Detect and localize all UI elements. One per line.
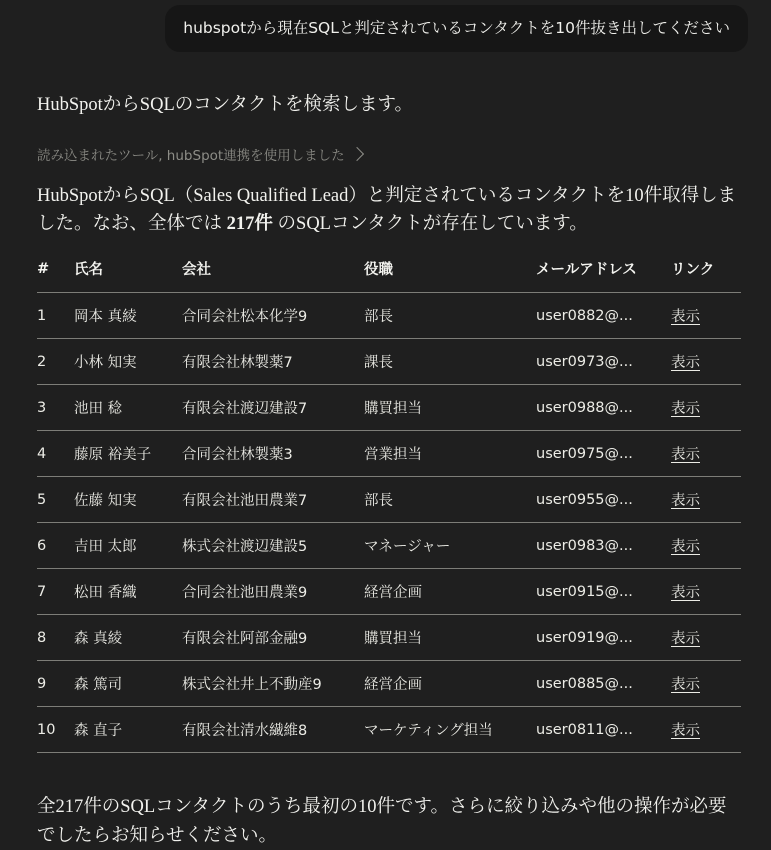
cell-email: user0882@... (536, 293, 671, 339)
cell-link (671, 293, 741, 339)
cell-email: user0955@... (536, 477, 671, 523)
column-header-index: # (37, 258, 74, 293)
cell-role: 購買担当 (364, 615, 536, 661)
cell-link (671, 385, 741, 431)
table-row (37, 569, 741, 615)
cell-company: 有限会社清水繊維8 (182, 707, 364, 753)
cell-role: 購買担当 (364, 385, 536, 431)
cell-company: 株式会社井上不動産9 (182, 661, 364, 707)
cell-index: 1 (37, 293, 74, 339)
cell-link (671, 523, 741, 569)
contacts-table (37, 258, 741, 753)
cell-index: 4 (37, 431, 74, 477)
cell-name: 森 直子 (74, 707, 182, 753)
table-header-row (37, 258, 741, 293)
cell-role: 経営企画 (364, 569, 536, 615)
cell-email: user0983@... (536, 523, 671, 569)
chevron-right-icon (350, 147, 364, 161)
cell-name: 森 篤司 (74, 661, 182, 707)
cell-link (671, 339, 741, 385)
cell-role: 営業担当 (364, 431, 536, 477)
cell-role: マーケティング担当 (364, 707, 536, 753)
summary-suffix: のSQLコンタクトが存在しています。 (272, 214, 588, 235)
column-header-email: メールアドレス (536, 258, 671, 293)
cell-company: 有限会社林製薬7 (182, 339, 364, 385)
assistant-lead-paragraph: HubSpotからSQLのコンタクトを検索します。 (37, 95, 414, 116)
cell-company: 有限会社池田農業7 (182, 477, 364, 523)
cell-email: user0988@... (536, 385, 671, 431)
user-message-row (0, 0, 771, 52)
cell-name: 森 真綾 (74, 615, 182, 661)
tool-call-label: 読み込まれたツール, hubSpot連携を使用しました (37, 148, 345, 165)
table-row (37, 431, 741, 477)
table-row (37, 293, 741, 339)
cell-name: 吉田 太郎 (74, 523, 182, 569)
cell-name: 松田 香織 (74, 569, 182, 615)
cell-company: 有限会社阿部金融9 (182, 615, 364, 661)
cell-company: 有限会社渡辺建設7 (182, 385, 364, 431)
cell-index: 3 (37, 385, 74, 431)
view-contact-link[interactable]: 表示 (671, 539, 700, 556)
cell-email: user0885@... (536, 661, 671, 707)
assistant-summary-paragraph (37, 182, 740, 238)
cell-link (671, 431, 741, 477)
cell-index: 9 (37, 661, 74, 707)
cell-email: user0973@... (536, 339, 671, 385)
table-row (37, 661, 741, 707)
cell-index: 10 (37, 707, 74, 753)
cell-index: 2 (37, 339, 74, 385)
cell-role: 経営企画 (364, 661, 536, 707)
view-contact-link[interactable]: 表示 (671, 493, 700, 510)
cell-company: 合同会社松本化学9 (182, 293, 364, 339)
assistant-response (0, 92, 771, 849)
view-contact-link[interactable]: 表示 (671, 677, 700, 694)
table-row (37, 523, 741, 569)
cell-email: user0915@... (536, 569, 671, 615)
column-header-company: 会社 (182, 258, 364, 293)
cell-name: 佐藤 知実 (74, 477, 182, 523)
cell-company: 合同会社林製薬3 (182, 431, 364, 477)
assistant-footer-paragraph: 全217件のSQLコンタクトのうち最初の10件です。さらに絞り込みや他の操作が必要でしたらお知らせください。 (37, 797, 727, 846)
cell-email: user0975@... (536, 431, 671, 477)
cell-role: 部長 (364, 477, 536, 523)
cell-link (671, 615, 741, 661)
cell-role: 部長 (364, 293, 536, 339)
view-contact-link[interactable]: 表示 (671, 401, 700, 418)
table-body (37, 293, 741, 753)
cell-name: 岡本 真綾 (74, 293, 182, 339)
cell-index: 8 (37, 615, 74, 661)
table-row (37, 477, 741, 523)
column-header-link: リンク (671, 258, 741, 293)
cell-company: 合同会社池田農業9 (182, 569, 364, 615)
view-contact-link[interactable]: 表示 (671, 355, 700, 372)
cell-index: 6 (37, 523, 74, 569)
tool-call-disclosure[interactable] (37, 144, 362, 164)
cell-name: 池田 稔 (74, 385, 182, 431)
view-contact-link[interactable]: 表示 (671, 447, 700, 464)
cell-link (671, 707, 741, 753)
cell-email: user0919@... (536, 615, 671, 661)
column-header-role: 役職 (364, 258, 536, 293)
table-row (37, 615, 741, 661)
cell-link (671, 477, 741, 523)
cell-name: 小林 知実 (74, 339, 182, 385)
table-row (37, 707, 741, 753)
cell-role: マネージャー (364, 523, 536, 569)
summary-count: 217件 (226, 214, 273, 235)
table-row (37, 385, 741, 431)
cell-role: 課長 (364, 339, 536, 385)
cell-link (671, 569, 741, 615)
user-message-bubble: hubspotから現在SQLと判定されているコンタクトを10件抜き出してください (165, 5, 748, 52)
cell-index: 7 (37, 569, 74, 615)
summary-prefix: HubSpotからSQL（Sales Qualified Lead）と判定されているコンタクトを10件取得しました。なお、全体では (37, 186, 737, 235)
cell-name: 藤原 裕美子 (74, 431, 182, 477)
cell-link (671, 661, 741, 707)
view-contact-link[interactable]: 表示 (671, 723, 700, 740)
view-contact-link[interactable]: 表示 (671, 631, 700, 648)
view-contact-link[interactable]: 表示 (671, 585, 700, 602)
column-header-name: 氏名 (74, 258, 182, 293)
cell-email: user0811@... (536, 707, 671, 753)
view-contact-link[interactable]: 表示 (671, 309, 700, 326)
cell-index: 5 (37, 477, 74, 523)
table-row (37, 339, 741, 385)
cell-company: 株式会社渡辺建設5 (182, 523, 364, 569)
